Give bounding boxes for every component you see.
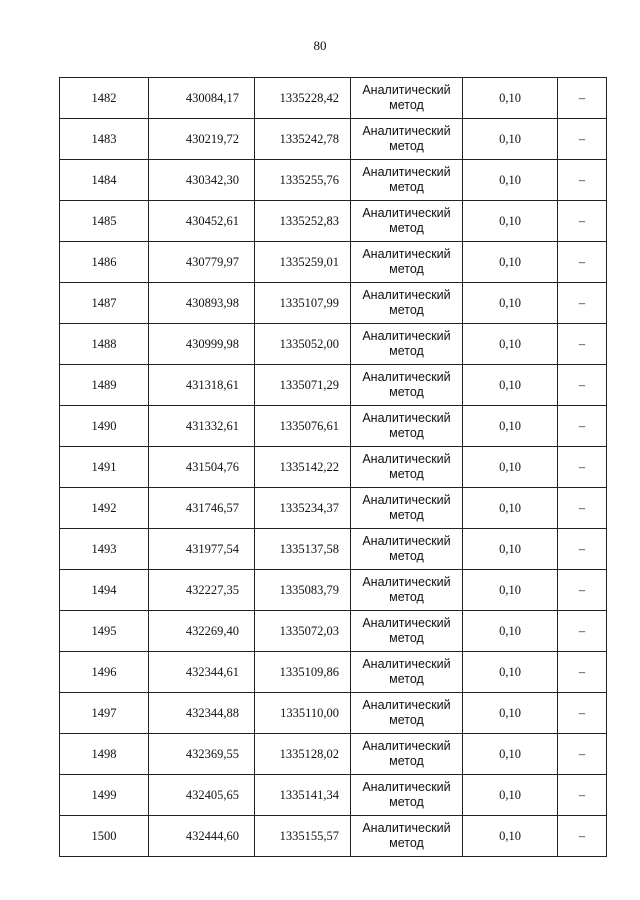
method-line-2: метод [389, 426, 424, 440]
method-cell [351, 529, 463, 570]
error-cell: 0,10 [463, 201, 558, 242]
x-coordinate-cell: 430342,30 [149, 160, 255, 201]
y-coordinate-cell: 1335252,83 [255, 201, 351, 242]
x-coordinate-cell: 431977,54 [149, 529, 255, 570]
point-number-cell: 1499 [60, 775, 149, 816]
method-line-2: метод [389, 385, 424, 399]
description-cell: – [558, 447, 607, 488]
method-cell [351, 406, 463, 447]
error-cell: 0,10 [463, 734, 558, 775]
table-row [60, 488, 607, 529]
point-number-cell: 1488 [60, 324, 149, 365]
y-coordinate-cell: 1335110,00 [255, 693, 351, 734]
method-cell [351, 570, 463, 611]
x-coordinate-cell: 430999,98 [149, 324, 255, 365]
method-cell [351, 775, 463, 816]
x-coordinate-cell: 432344,88 [149, 693, 255, 734]
method-line-2: метод [389, 836, 424, 850]
method-line-2: метод [389, 508, 424, 522]
x-coordinate-cell: 430084,17 [149, 78, 255, 119]
method-line-2: метод [389, 344, 424, 358]
method-line-2: метод [389, 754, 424, 768]
error-cell: 0,10 [463, 119, 558, 160]
y-coordinate-cell: 1335107,99 [255, 283, 351, 324]
method-cell [351, 693, 463, 734]
method-line-1: Аналитический [362, 534, 451, 548]
method-line-1: Аналитический [362, 370, 451, 384]
error-cell: 0,10 [463, 488, 558, 529]
table-row [60, 529, 607, 570]
description-cell: – [558, 78, 607, 119]
x-coordinate-cell: 432369,55 [149, 734, 255, 775]
y-coordinate-cell: 1335083,79 [255, 570, 351, 611]
method-cell [351, 78, 463, 119]
method-cell [351, 201, 463, 242]
y-coordinate-cell: 1335234,37 [255, 488, 351, 529]
method-line-1: Аналитический [362, 616, 451, 630]
point-number-cell: 1484 [60, 160, 149, 201]
description-cell: – [558, 611, 607, 652]
x-coordinate-cell: 430219,72 [149, 119, 255, 160]
y-coordinate-cell: 1335142,22 [255, 447, 351, 488]
method-cell [351, 365, 463, 406]
description-cell: – [558, 529, 607, 570]
method-line-2: метод [389, 549, 424, 563]
point-number-cell: 1491 [60, 447, 149, 488]
method-cell [351, 652, 463, 693]
method-line-1: Аналитический [362, 575, 451, 589]
table-row [60, 201, 607, 242]
x-coordinate-cell: 431746,57 [149, 488, 255, 529]
error-cell: 0,10 [463, 324, 558, 365]
description-cell: – [558, 652, 607, 693]
table-row [60, 119, 607, 160]
table-row [60, 693, 607, 734]
x-coordinate-cell: 432227,35 [149, 570, 255, 611]
method-line-2: метод [389, 590, 424, 604]
method-line-1: Аналитический [362, 780, 451, 794]
error-cell: 0,10 [463, 693, 558, 734]
method-line-1: Аналитический [362, 329, 451, 343]
method-line-2: метод [389, 221, 424, 235]
method-line-2: метод [389, 262, 424, 276]
description-cell: – [558, 160, 607, 201]
y-coordinate-cell: 1335242,78 [255, 119, 351, 160]
method-line-1: Аналитический [362, 821, 451, 835]
error-cell: 0,10 [463, 160, 558, 201]
method-cell [351, 611, 463, 652]
table-row [60, 324, 607, 365]
error-cell: 0,10 [463, 78, 558, 119]
table-row [60, 160, 607, 201]
table-row [60, 652, 607, 693]
table-row [60, 447, 607, 488]
method-line-2: метод [389, 631, 424, 645]
method-cell [351, 283, 463, 324]
y-coordinate-cell: 1335071,29 [255, 365, 351, 406]
error-cell: 0,10 [463, 365, 558, 406]
y-coordinate-cell: 1335072,03 [255, 611, 351, 652]
method-line-1: Аналитический [362, 206, 451, 220]
x-coordinate-cell: 430893,98 [149, 283, 255, 324]
table-row [60, 78, 607, 119]
x-coordinate-cell: 431318,61 [149, 365, 255, 406]
y-coordinate-cell: 1335228,42 [255, 78, 351, 119]
description-cell: – [558, 488, 607, 529]
y-coordinate-cell: 1335259,01 [255, 242, 351, 283]
method-line-1: Аналитический [362, 165, 451, 179]
table-row [60, 570, 607, 611]
method-line-2: метод [389, 467, 424, 481]
description-cell: – [558, 693, 607, 734]
table-row [60, 406, 607, 447]
description-cell: – [558, 570, 607, 611]
y-coordinate-cell: 1335052,00 [255, 324, 351, 365]
x-coordinate-cell: 430779,97 [149, 242, 255, 283]
y-coordinate-cell: 1335137,58 [255, 529, 351, 570]
description-cell: – [558, 406, 607, 447]
description-cell: – [558, 242, 607, 283]
method-cell [351, 734, 463, 775]
x-coordinate-cell: 432269,40 [149, 611, 255, 652]
method-cell [351, 324, 463, 365]
table-row [60, 283, 607, 324]
method-cell [351, 119, 463, 160]
page-number: 80 [313, 38, 327, 53]
x-coordinate-cell: 432444,60 [149, 816, 255, 857]
y-coordinate-cell: 1335255,76 [255, 160, 351, 201]
point-number-cell: 1496 [60, 652, 149, 693]
error-cell: 0,10 [463, 242, 558, 283]
method-line-1: Аналитический [362, 657, 451, 671]
point-number-cell: 1490 [60, 406, 149, 447]
method-line-2: метод [389, 139, 424, 153]
point-number-cell: 1500 [60, 816, 149, 857]
method-cell [351, 488, 463, 529]
point-number-cell: 1495 [60, 611, 149, 652]
error-cell: 0,10 [463, 652, 558, 693]
error-cell: 0,10 [463, 447, 558, 488]
x-coordinate-cell: 432344,61 [149, 652, 255, 693]
method-line-2: метод [389, 672, 424, 686]
method-cell [351, 816, 463, 857]
point-number-cell: 1494 [60, 570, 149, 611]
method-line-2: метод [389, 795, 424, 809]
description-cell: – [558, 283, 607, 324]
description-cell: – [558, 365, 607, 406]
y-coordinate-cell: 1335141,34 [255, 775, 351, 816]
method-line-1: Аналитический [362, 288, 451, 302]
table-row [60, 816, 607, 857]
method-line-2: метод [389, 98, 424, 112]
point-number-cell: 1489 [60, 365, 149, 406]
description-cell: – [558, 201, 607, 242]
point-number-cell: 1492 [60, 488, 149, 529]
coordinates-table [59, 77, 607, 857]
x-coordinate-cell: 432405,65 [149, 775, 255, 816]
point-number-cell: 1493 [60, 529, 149, 570]
description-cell: – [558, 775, 607, 816]
table-row [60, 365, 607, 406]
method-line-1: Аналитический [362, 124, 451, 138]
description-cell: – [558, 816, 607, 857]
point-number-cell: 1483 [60, 119, 149, 160]
method-line-1: Аналитический [362, 452, 451, 466]
method-cell [351, 447, 463, 488]
method-line-1: Аналитический [362, 493, 451, 507]
point-number-cell: 1498 [60, 734, 149, 775]
method-line-2: метод [389, 180, 424, 194]
method-line-1: Аналитический [362, 698, 451, 712]
x-coordinate-cell: 430452,61 [149, 201, 255, 242]
y-coordinate-cell: 1335128,02 [255, 734, 351, 775]
x-coordinate-cell: 431332,61 [149, 406, 255, 447]
table-row [60, 242, 607, 283]
method-line-1: Аналитический [362, 739, 451, 753]
x-coordinate-cell: 431504,76 [149, 447, 255, 488]
description-cell: – [558, 119, 607, 160]
error-cell: 0,10 [463, 570, 558, 611]
y-coordinate-cell: 1335155,57 [255, 816, 351, 857]
error-cell: 0,10 [463, 406, 558, 447]
method-cell [351, 160, 463, 201]
method-line-1: Аналитический [362, 83, 451, 97]
point-number-cell: 1485 [60, 201, 149, 242]
error-cell: 0,10 [463, 816, 558, 857]
coordinates-table-body [60, 78, 607, 857]
error-cell: 0,10 [463, 529, 558, 570]
y-coordinate-cell: 1335109,86 [255, 652, 351, 693]
point-number-cell: 1497 [60, 693, 149, 734]
table-row [60, 775, 607, 816]
y-coordinate-cell: 1335076,61 [255, 406, 351, 447]
point-number-cell: 1482 [60, 78, 149, 119]
point-number-cell: 1486 [60, 242, 149, 283]
method-line-1: Аналитический [362, 411, 451, 425]
method-line-1: Аналитический [362, 247, 451, 261]
method-line-2: метод [389, 303, 424, 317]
method-line-2: метод [389, 713, 424, 727]
error-cell: 0,10 [463, 283, 558, 324]
point-number-cell: 1487 [60, 283, 149, 324]
table-row [60, 734, 607, 775]
table-row [60, 611, 607, 652]
description-cell: – [558, 734, 607, 775]
error-cell: 0,10 [463, 611, 558, 652]
description-cell: – [558, 324, 607, 365]
method-cell [351, 242, 463, 283]
error-cell: 0,10 [463, 775, 558, 816]
